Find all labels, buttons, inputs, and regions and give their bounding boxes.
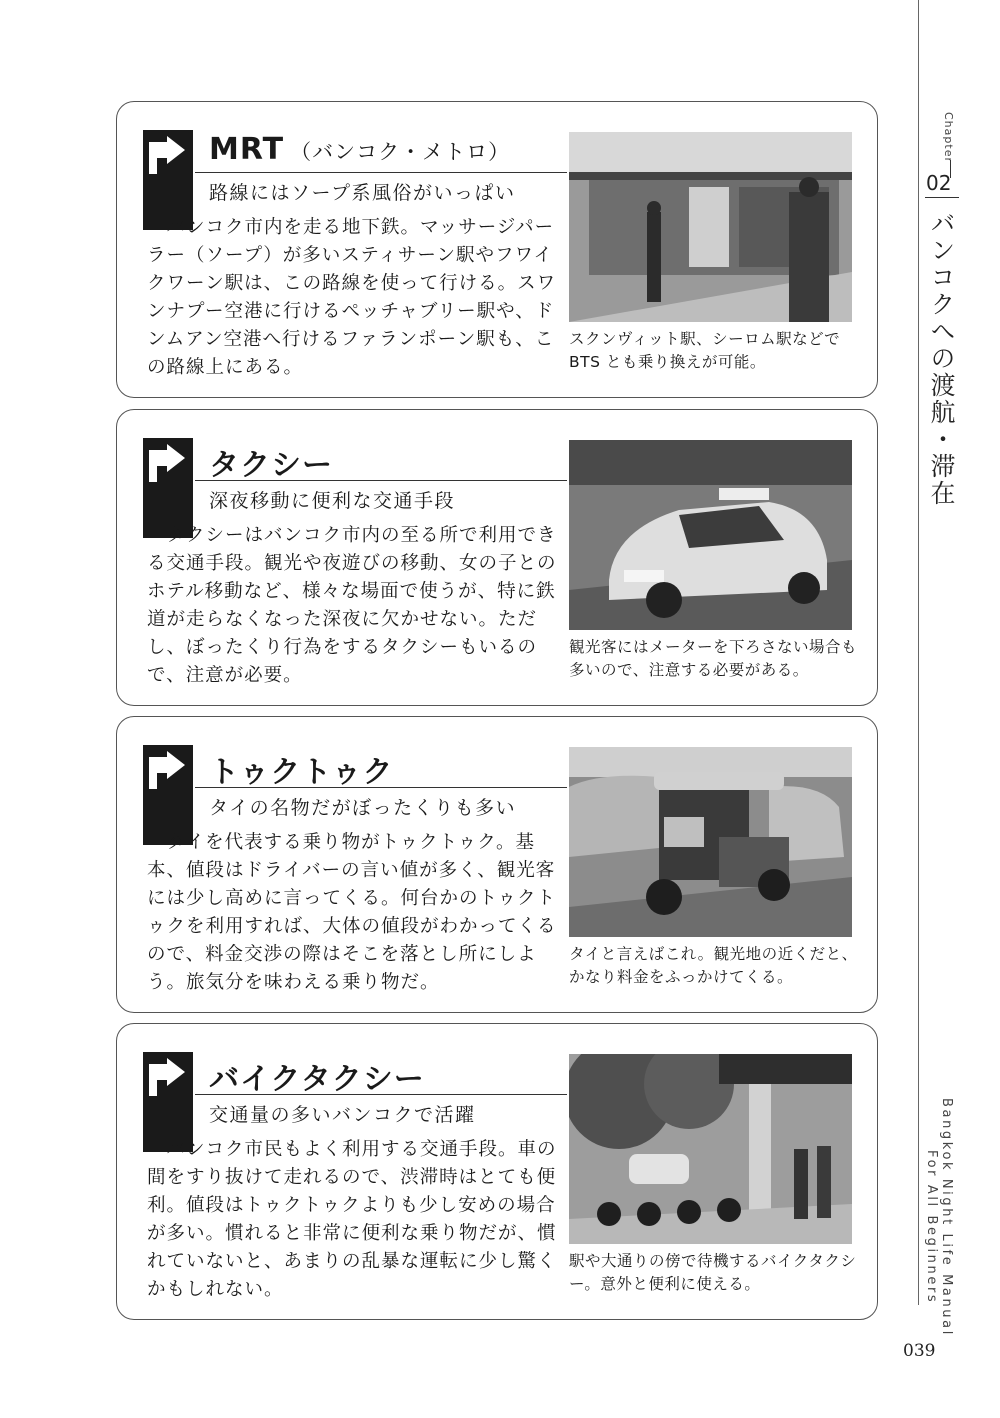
section-body: タクシーはバンコク市内の至る所で利用できる交通手段。観光や夜遊びの移動、女の子とのホテル移動など、様々な場面で使うが、特に鉄道が走らなくなった深夜に欠かせない。ただし、ぼったくり行為をするタクシーもいるので、注意が必要。 (147, 525, 557, 686)
section-card-motorbike-taxi (116, 1023, 878, 1320)
chapter-label: Chapter (942, 112, 955, 163)
taxi-photo (569, 440, 852, 630)
section-body: タイを代表する乗り物がトゥクトゥク。基本、値段はドライバーの言い値が多く、観光客には少し高めに言ってくる。何台かのトゥクトゥクを利用すれば、大体の値段がわかってくるので、料金交渉の際はそこを落とし所にしよう。旅気分を味わえる乗り物だ。 (147, 832, 557, 993)
section-subtitle: 深夜移動に便利な交通手段 (209, 490, 456, 512)
photo-caption: 駅や大通りの傍で待機するバイクタクシー。意外と便利に使える。 (569, 1252, 857, 1293)
section-title: バイクタクシー (209, 1062, 425, 1097)
section-body: バンコク市民もよく利用する交通手段。車の間をすり抜けて走れるので、渋滞時はとても便利。値段はトゥクトゥクよりも少し安めの場合が多い。慣れると非常に便利な乗り物だが、慣れていないと、あまりの乱暴な運転に少し驚くかもしれない。 (147, 1139, 557, 1300)
section-title-paren: （バンコク・メトロ） (290, 140, 511, 164)
photo-caption: スクンヴィット駅、シーロム駅などで BTS とも乗り換えが可能。 (569, 330, 841, 371)
book-title-line2: For All Beginners (924, 1150, 939, 1305)
page-number: 039 (903, 1341, 936, 1361)
metro-station-photo (569, 132, 852, 322)
title-divider (195, 1094, 567, 1095)
title-divider (195, 480, 567, 481)
title-divider (195, 172, 567, 173)
chapter-divider (925, 197, 959, 198)
section-title: タクシー (209, 448, 333, 483)
section-subtitle: 路線にはソープ系風俗がいっぱい (209, 182, 516, 204)
section-subtitle: タイの名物だがぼったくりも多い (209, 797, 517, 819)
section-card-tuktuk (116, 716, 878, 1013)
book-title-line1: Bangkok Night Life Manual (939, 1098, 954, 1337)
tuktuk-photo (569, 747, 852, 937)
photo-caption: タイと言えばこれ。観光地の近くだと、かなり料金をふっかけてくる。 (569, 945, 858, 986)
section-subtitle: 交通量の多いバンコクで活躍 (209, 1104, 476, 1126)
section-card-mrt (116, 101, 878, 398)
section-title: トゥクトゥク (209, 755, 394, 790)
title-divider (195, 787, 567, 788)
photo-caption: 観光客にはメーターを下ろさない場合も多いので、注意する必要がある。 (569, 638, 858, 679)
sidebar-rule (918, 0, 919, 1305)
chapter-title: バンコクへの渡航・滞在 (927, 210, 956, 507)
motorbike-taxi-photo (569, 1054, 852, 1244)
section-title: MRT （バンコク・メトロ） (209, 132, 511, 167)
section-body: バンコク市内を走る地下鉄。マッサージパーラー（ソープ）が多いスティサーン駅やフワイクワーン駅は、この路線を使って行ける。スワンナプー空港に行けるペッチャブリー駅や、ドンムアン空港へ行けるファランポーン駅も、この路線上にある。 (147, 217, 557, 378)
section-card-taxi (116, 409, 878, 706)
chapter-number: 02 (926, 171, 952, 195)
